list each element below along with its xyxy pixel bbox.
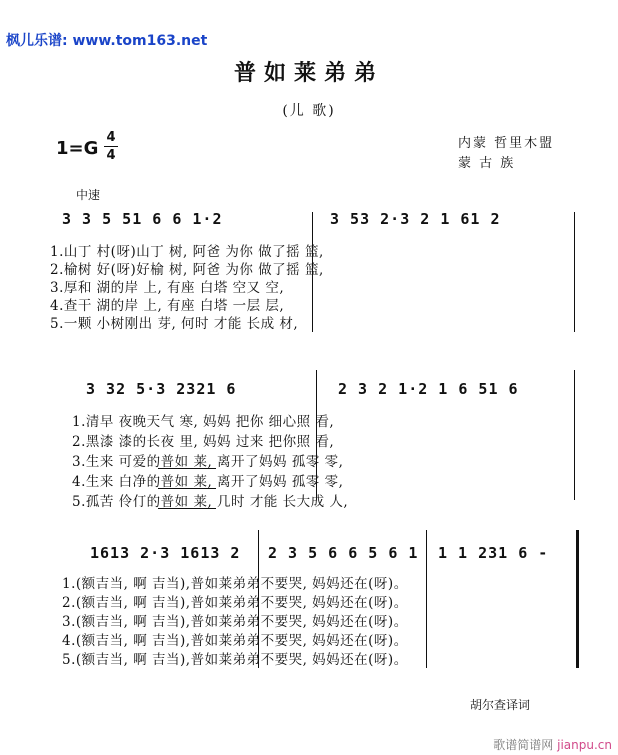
watermark — [493, 736, 612, 753]
lyric-line: 5.孤苦 伶仃的普如 莱, 几时 才能 长大成 人, — [72, 494, 349, 510]
notation-row: 3 53 2·3 2 1 61 2 — [330, 210, 501, 228]
lyric-line: 1.(额吉当, 啊 吉当),普如莱弟弟不要哭, 妈妈还在(呀)。 — [62, 576, 408, 592]
notation-row: 1613 2·3 1613 2 — [90, 544, 241, 562]
time-signature-bottom: 4 — [106, 148, 116, 163]
lyric-line: 3.厚和 湖的岸 上, 有座 白塔 空又 空, — [50, 280, 285, 296]
lyric-line: 1.山丁 村(呀)山丁 树, 阿爸 为你 做了摇 篮, — [50, 244, 324, 260]
lyric-line: 2.黑漆 漆的长夜 里, 妈妈 过来 把你照 看, — [72, 434, 335, 450]
translator-credit: 胡尔查译词 — [470, 698, 531, 712]
lyric-line: 1.清早 夜晚天气 寒, 妈妈 把你 细心照 看, — [72, 414, 335, 430]
lyric-line: 5.一颗 小树刚出 芽, 何时 才能 长成 材, — [50, 316, 299, 332]
lyric-line: 2.(额吉当, 啊 吉当),普如莱弟弟不要哭, 妈妈还在(呀)。 — [62, 595, 408, 611]
lyric-underline — [158, 468, 216, 469]
notation-row: 1 1 231 6 - — [438, 544, 549, 562]
lyric-line: 4.生来 白净的普如 莱, 离开了妈妈 孤零 零, — [72, 474, 344, 490]
tempo-marking: 中速 — [76, 188, 101, 202]
origin-ethnicity: 蒙 古 族 — [458, 156, 516, 171]
notation-row: 3 3 5 51 6 6 1·2 — [62, 210, 223, 228]
watermark-suffix: jianpu.cn — [557, 738, 612, 752]
origin-region: 内蒙 哲里木盟 — [458, 136, 555, 151]
lyric-line: 5.(额吉当, 啊 吉当),普如莱弟弟不要哭, 妈妈还在(呀)。 — [62, 652, 408, 668]
final-bar — [576, 530, 579, 668]
notation-row: 3 32 5·3 2321 6 — [86, 380, 237, 398]
lyric-line: 2.榆树 好(呀)好榆 树, 阿爸 为你 做了摇 篮, — [50, 262, 324, 278]
key-signature: 1=G — [56, 138, 99, 159]
lyric-line: 4.查干 湖的岸 上, 有座 白塔 一层 层, — [50, 298, 285, 314]
watermark-prefix: 歌谱简谱网 — [493, 738, 554, 752]
time-signature-top: 4 — [106, 130, 116, 145]
lyric-underline — [158, 488, 216, 489]
measure-bar — [426, 530, 427, 668]
notation-row: 2 3 2 1·2 1 6 51 6 — [338, 380, 519, 398]
measure-bar — [574, 212, 575, 332]
lyric-line: 3.生来 可爱的普如 莱, 离开了妈妈 孤零 零, — [72, 454, 344, 470]
lyric-line: 4.(额吉当, 啊 吉当),普如莱弟弟不要哭, 妈妈还在(呀)。 — [62, 633, 408, 649]
lyric-underline — [158, 508, 216, 509]
song-title: 普如莱弟弟 — [233, 60, 384, 86]
time-signature — [104, 130, 118, 163]
notation-row: 2 3 5 6 6 5 6 1 — [268, 544, 419, 562]
song-subtitle: (儿 歌) — [282, 103, 336, 119]
measure-bar — [574, 370, 575, 500]
site-label: 枫儿乐谱: www.tom163.net — [6, 33, 208, 49]
lyric-line: 3.(额吉当, 啊 吉当),普如莱弟弟不要哭, 妈妈还在(呀)。 — [62, 614, 408, 630]
